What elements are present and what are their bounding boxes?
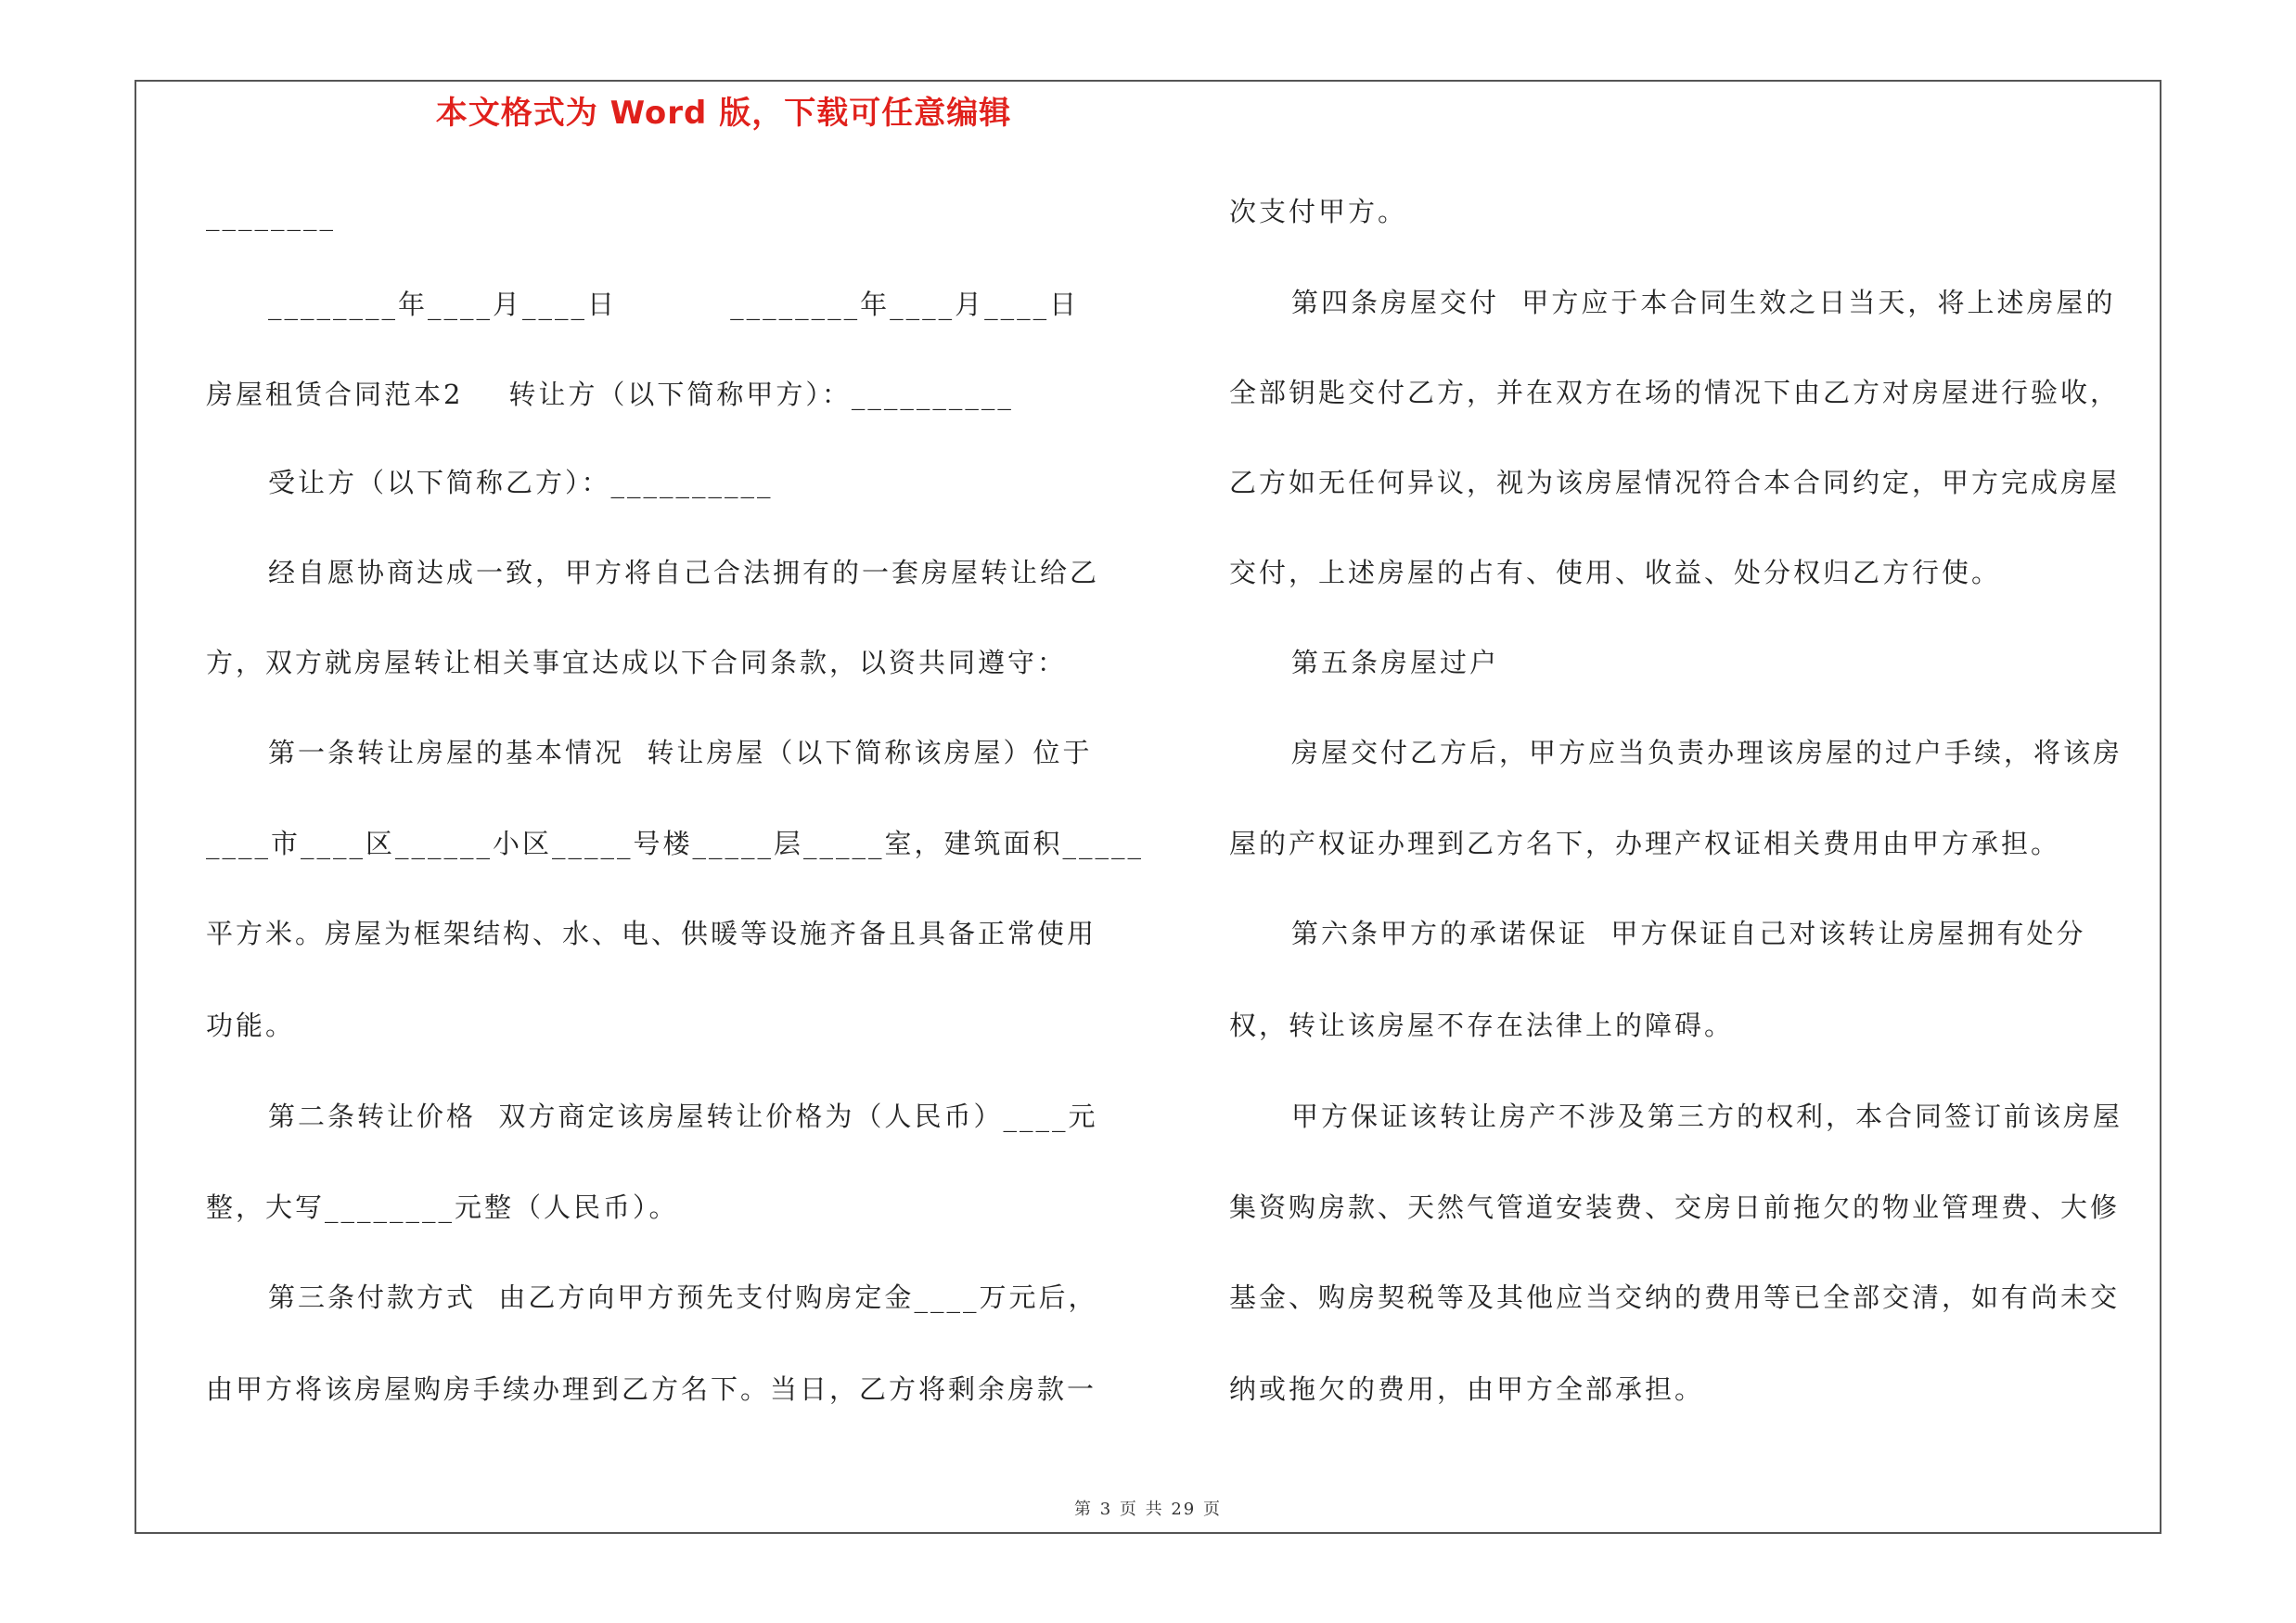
text-line: 受让方（以下简称乙方）：__________ (268, 467, 774, 498)
text-line: 基金、购房契税等及其他应当交纳的费用等已全部交清，如有尚未交 (1229, 1282, 2121, 1313)
text-line: 第三条付款方式 由乙方向甲方预先支付购房定金____万元后， (268, 1282, 1098, 1313)
text-line: 甲方保证该转让房产不涉及第三方的权利，本合同签订前该房屋 (1291, 1101, 2123, 1132)
text-line: 第二条转让价格 双方商定该房屋转让价格为（人民币）____元 (268, 1101, 1098, 1132)
text-line: 纳或拖欠的费用，由甲方全部承担。 (1229, 1373, 1705, 1405)
text-line: 交付，上述房屋的占有、使用、收益、处分权归乙方行使。 (1229, 557, 2002, 588)
text-line: ________ (206, 200, 336, 231)
text-line: 方，双方就房屋转让相关事宜达成以下合同条款，以资共同遵守： (206, 647, 1068, 678)
text-line: 房屋交付乙方后，甲方应当负责办理该房屋的过户手续，将该房 (1291, 737, 2123, 768)
text-line: 屋的产权证办理到乙方名下，办理产权证相关费用由甲方承担。 (1229, 828, 2061, 859)
text-line: 第四条房屋交付 甲方应于本合同生效之日当天，将上述房屋的 (1291, 287, 2116, 318)
text-line: 功能。 (206, 1010, 296, 1041)
text-line: 整，大写________元整（人民币）。 (206, 1191, 679, 1223)
text-line: 乙方如无任何异议，视为该房屋情况符合本合同约定，甲方完成房屋 (1229, 467, 2121, 498)
text-line: 第六条甲方的承诺保证 甲方保证自己对该转让房屋拥有处分 (1291, 918, 2086, 949)
text-line: 第五条房屋过户 (1291, 647, 1500, 678)
text-line: ________年____月____日 ________年____月____日 (268, 289, 1080, 320)
text-line: 房屋租赁合同范本2 转让方（以下简称甲方）：__________ (206, 379, 1014, 410)
text-line: 由甲方将该房屋购房手续办理到乙方名下。当日，乙方将剩余房款一 (206, 1373, 1097, 1405)
text-line: 平方米。房屋为框架结构、水、电、供暖等设施齐备且具备正常使用 (206, 918, 1097, 949)
header-banner: 本文格式为 Word 版，下载可任意编辑 (435, 95, 1012, 132)
text-line: 次支付甲方。 (1229, 196, 1408, 227)
text-line: ____市____区______小区_____号楼_____层_____室，建筑面积_____ (206, 828, 1145, 859)
text-line: 经自愿协商达成一致，甲方将自己合法拥有的一套房屋转让给乙 (268, 557, 1100, 588)
text-line: 第一条转让房屋的基本情况 转让房屋（以下简称该房屋）位于 (268, 737, 1093, 768)
text-line: 集资购房款、天然气管道安装费、交房日前拖欠的物业管理费、大修 (1229, 1191, 2121, 1223)
text-line: 权，转让该房屋不存在法律上的障碍。 (1229, 1010, 1735, 1041)
page-number-footer: 第 3 页 共 29 页 (1074, 1500, 1222, 1519)
text-line: 全部钥匙交付乙方，并在双方在场的情况下由乙方对房屋进行验收， (1229, 377, 2121, 408)
